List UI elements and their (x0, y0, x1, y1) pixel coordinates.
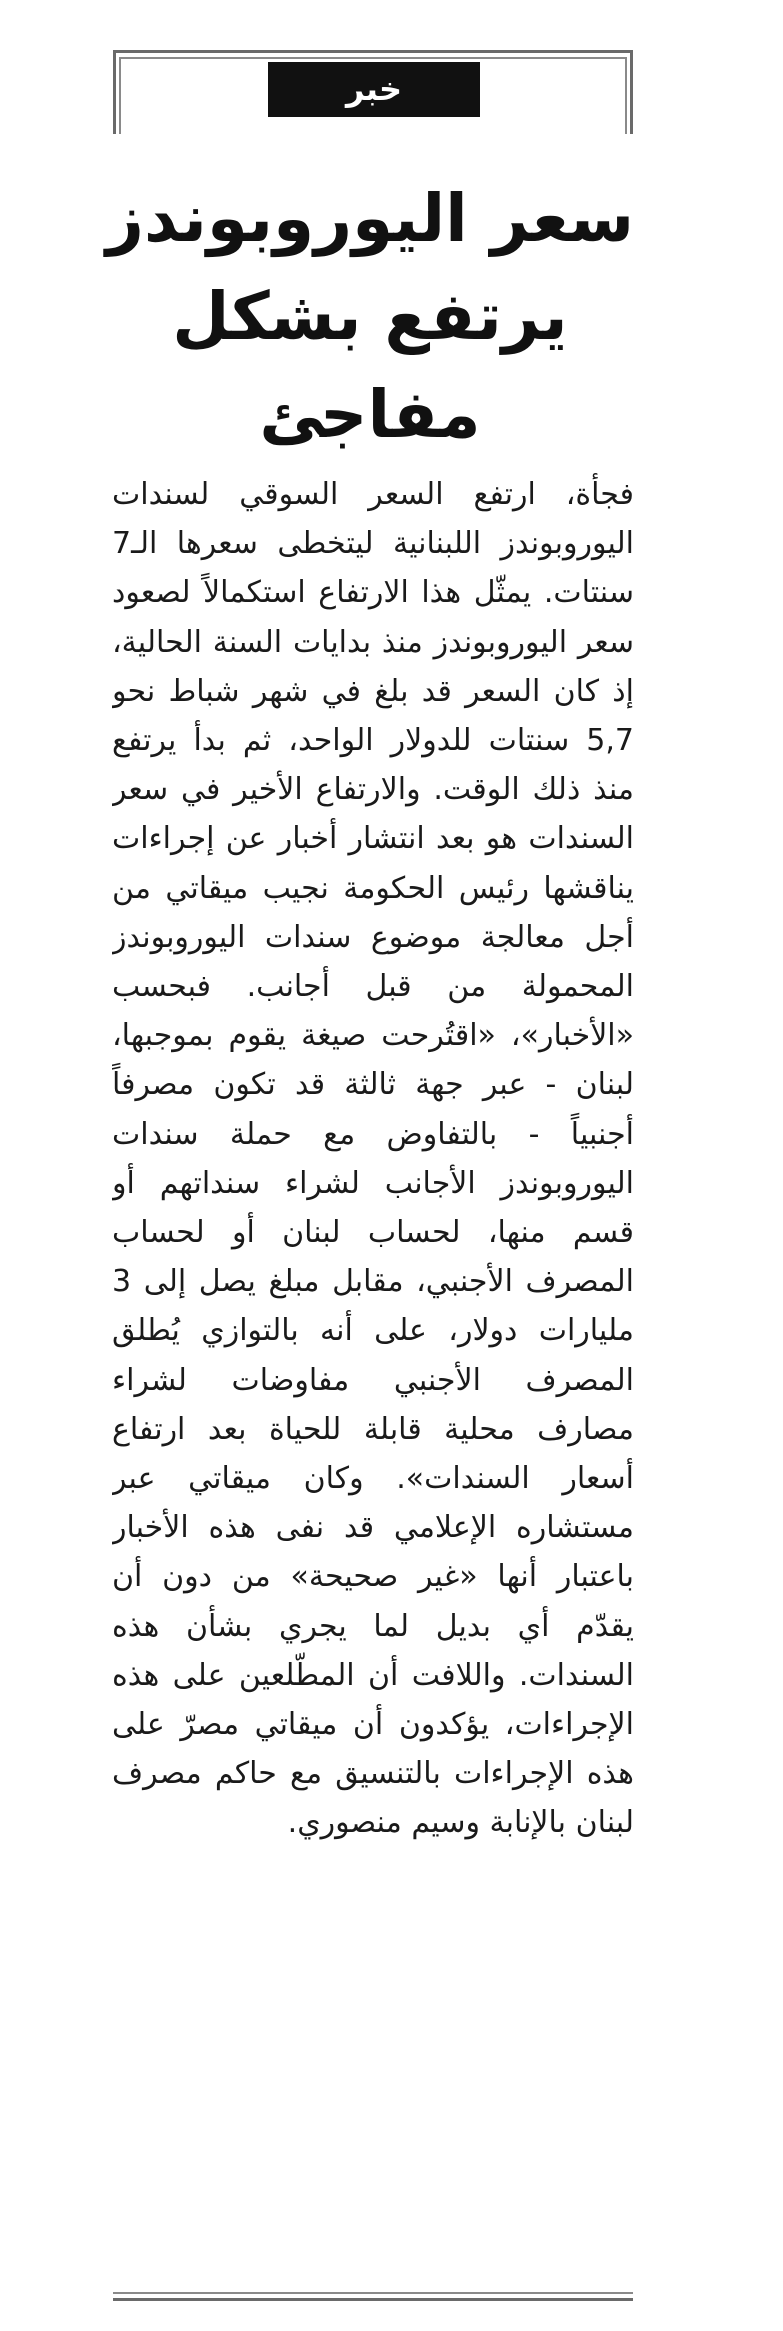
frame-rule (113, 50, 116, 134)
headline-line-1: سعر اليوروبوندز (106, 180, 634, 257)
frame-rule (119, 57, 121, 134)
frame-rule (113, 2292, 633, 2294)
headline-line-2: يرتفع بشكل (172, 278, 568, 355)
frame-rule (630, 50, 633, 134)
frame-rule (119, 57, 627, 59)
article-body: فجأة، ارتفع السعر السوقي لسندات اليوروبوندز اللبنانية ليتخطى سعرها الـ7 سنتات. يمثّل هذا الارتفاع استكمالاً لصعود سعر اليوروبوندز منذ بدايات السنة الحالية، إذ كان السعر قد بلغ في شهر شباط نحو 5,7 سنتات للدولار الواحد، ثم بدأ يرتفع منذ ذلك الوقت. والارتفاع الأخير في سعر السندات هو بعد انتشار أخبار عن إجراءات يناقشها رئيس الحكومة نجيب ميقاتي من أجل معالجة موضوع سندات اليوروبوندز المحمولة من قبل أجانب. فبحسب «الأخبار»، «اقتُرحت صيغة يقوم بموجبها، لبنان - عبر جهة ثالثة قد تكون مصرفاً أجنبياً - بالتفاوض مع حملة سندات اليوروبوندز الأجانب لشراء سنداتهم أو قسم منها، لحساب لبنان أو لحساب المصرف الأجنبي، مقابل مبلغ يصل إلى 3 مليارات دولار، على أنه بالتوازي يُطلق المصرف الأجنبي مفاوضات لشراء مصارف محلية قابلة للحياة بعد ارتفاع أسعار السندات». وكان ميقاتي عبر مستشاره الإعلامي قد نفى هذه الأخبار باعتبار أنها «غير صحيحة» من دون أن يقدّم أي بديل لما يجري بشأن هذه السندات. واللافت أن المطّلعين على هذه الإجراءات، يؤكدون أن ميقاتي مصرّ على هذه الإجراءات بالتنسيق مع حاكم مصرف لبنان بالإنابة وسيم منصوري. (112, 477, 634, 1841)
frame-rule (625, 57, 627, 134)
bottom-frame (113, 2292, 633, 2304)
frame-rule (113, 50, 633, 53)
headline-line-3: مفاجئ (259, 376, 481, 453)
headline (100, 170, 640, 464)
section-label: خبر (268, 62, 480, 117)
frame-rule (113, 2298, 633, 2301)
